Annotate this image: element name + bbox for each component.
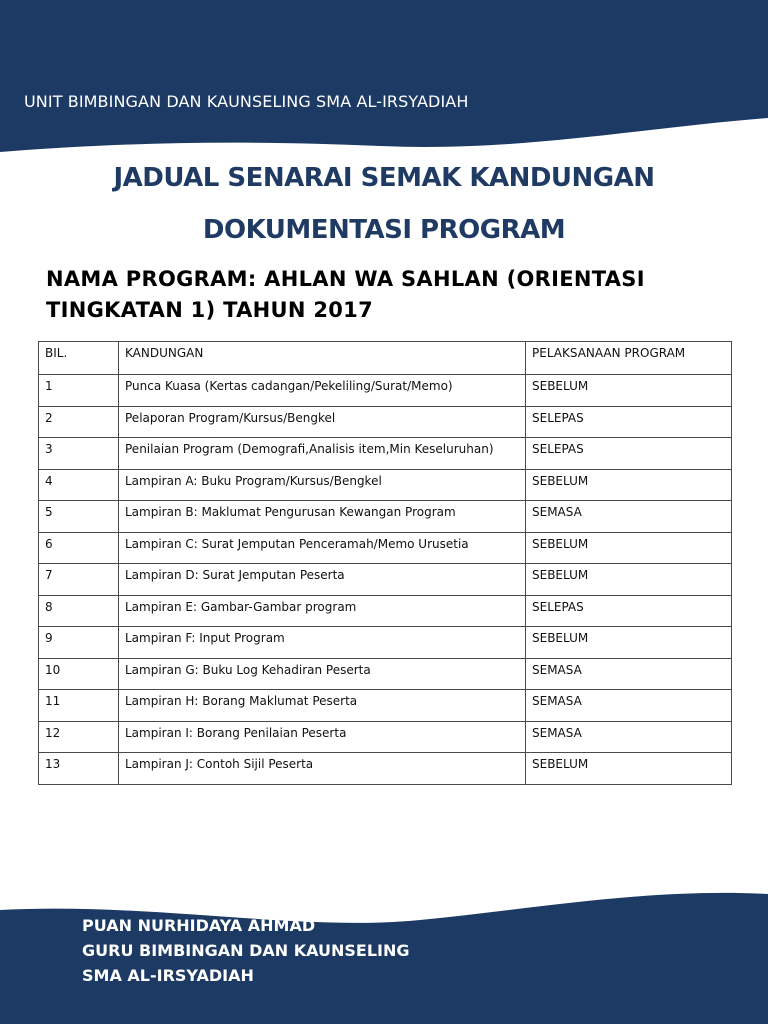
cell-pelaksanaan: SEMASA [526, 658, 732, 690]
column-header-bil: BIL. [39, 342, 119, 375]
cell-bil: 12 [39, 721, 119, 753]
cell-bil: 13 [39, 753, 119, 785]
cell-pelaksanaan: SEBELUM [526, 375, 732, 407]
cell-bil: 10 [39, 658, 119, 690]
signature-block [82, 913, 410, 988]
table-body [39, 375, 732, 785]
cell-kandungan: Punca Kuasa (Kertas cadangan/Pekeliling/Surat/Memo) [119, 375, 526, 407]
cell-bil: 6 [39, 532, 119, 564]
cell-pelaksanaan: SELEPAS [526, 406, 732, 438]
cell-bil: 8 [39, 595, 119, 627]
header-wave-band [0, 0, 768, 160]
program-name-line-1: NAMA PROGRAM: AHLAN WA SAHLAN (ORIENTASI [46, 267, 645, 291]
page-title-line-2: DOKUMENTASI PROGRAM [202, 215, 566, 245]
signatory-position: GURU BIMBINGAN DAN KAUNSELING [82, 941, 410, 960]
table-row [39, 753, 732, 785]
cell-kandungan: Lampiran J: Contoh Sijil Peserta [119, 753, 526, 785]
table-row [39, 532, 732, 564]
cell-kandungan: Lampiran B: Maklumat Pengurusan Kewangan Program [119, 501, 526, 533]
cell-kandungan: Lampiran A: Buku Program/Kursus/Bengkel [119, 469, 526, 501]
table-row [39, 438, 732, 470]
cell-kandungan: Lampiran E: Gambar-Gambar program [119, 595, 526, 627]
cell-bil: 9 [39, 627, 119, 659]
cell-pelaksanaan: SEMASA [526, 690, 732, 722]
cell-kandungan: Lampiran D: Surat Jemputan Peserta [119, 564, 526, 596]
cell-bil: 4 [39, 469, 119, 501]
page-title-line-1: JADUAL SENARAI SEMAK KANDUNGAN [113, 163, 655, 193]
cell-bil: 2 [39, 406, 119, 438]
cell-pelaksanaan: SEMASA [526, 501, 732, 533]
cell-bil: 3 [39, 438, 119, 470]
cell-pelaksanaan: SEBELUM [526, 469, 732, 501]
cell-pelaksanaan: SELEPAS [526, 595, 732, 627]
table-row [39, 406, 732, 438]
checklist-table [38, 341, 732, 785]
table-row [39, 501, 732, 533]
cell-pelaksanaan: SEBELUM [526, 564, 732, 596]
cell-kandungan: Lampiran C: Surat Jemputan Penceramah/Memo Urusetia [119, 532, 526, 564]
unit-title: UNIT BIMBINGAN DAN KAUNSELING SMA AL-IRSYADIAH [24, 92, 469, 111]
cell-kandungan: Lampiran I: Borang Penilaian Peserta [119, 721, 526, 753]
cell-kandungan: Lampiran G: Buku Log Kehadiran Peserta [119, 658, 526, 690]
column-header-kandungan: KANDUNGAN [119, 342, 526, 375]
program-name [46, 264, 736, 326]
table-row [39, 658, 732, 690]
cell-pelaksanaan: SEBELUM [526, 532, 732, 564]
cell-bil: 7 [39, 564, 119, 596]
cell-kandungan: Penilaian Program (Demografi,Analisis item,Min Keseluruhan) [119, 438, 526, 470]
cell-kandungan: Lampiran F: Input Program [119, 627, 526, 659]
cell-bil: 1 [39, 375, 119, 407]
program-name-line-2: TINGKATAN 1) TAHUN 2017 [46, 298, 374, 322]
signatory-name: PUAN NURHIDAYA AHMAD [82, 916, 316, 935]
cell-pelaksanaan: SEBELUM [526, 753, 732, 785]
table-header-row [39, 342, 732, 375]
table-row [39, 564, 732, 596]
cell-kandungan: Pelaporan Program/Kursus/Bengkel [119, 406, 526, 438]
cell-bil: 5 [39, 501, 119, 533]
cell-kandungan: Lampiran H: Borang Maklumat Peserta [119, 690, 526, 722]
cell-pelaksanaan: SELEPAS [526, 438, 732, 470]
table-row [39, 595, 732, 627]
table-row [39, 627, 732, 659]
cell-bil: 11 [39, 690, 119, 722]
table-row [39, 721, 732, 753]
page-title [0, 152, 768, 256]
table-row [39, 469, 732, 501]
cell-pelaksanaan: SEBELUM [526, 627, 732, 659]
table-row [39, 690, 732, 722]
table-row [39, 375, 732, 407]
cell-pelaksanaan: SEMASA [526, 721, 732, 753]
column-header-pelaksanaan: PELAKSANAAN PROGRAM [526, 342, 732, 375]
signatory-school: SMA AL-IRSYADIAH [82, 966, 254, 985]
